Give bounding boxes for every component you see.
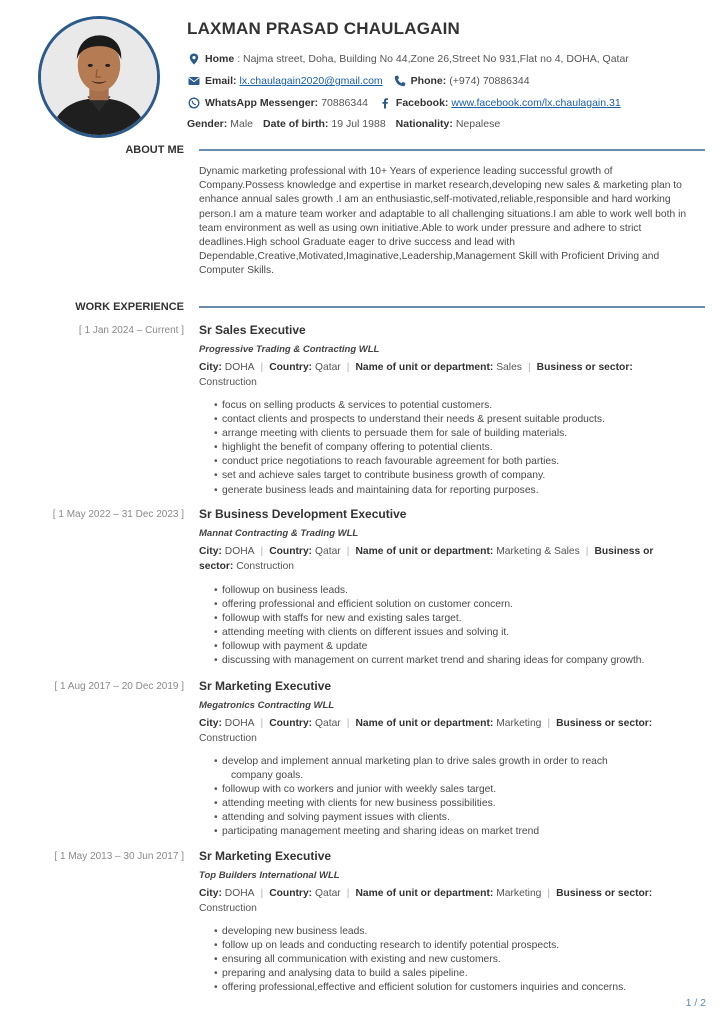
nationality-label: Nationality: (395, 118, 453, 130)
list-item: • ensuring all communication with existing and new customers. (214, 953, 709, 967)
whatsapp-icon (187, 96, 201, 110)
social-line (187, 96, 621, 110)
gender-label: Gender: (187, 118, 228, 130)
phone-value: (+974) 70886344 (449, 75, 530, 87)
facebook-link[interactable]: www.facebook.com/lx.chaulagain.31 (451, 97, 621, 109)
location-pin-icon (187, 52, 201, 66)
list-item: • conduct price negotiations to reach favourable agreement for both parties. (214, 455, 709, 469)
whatsapp-value: 70886344 (321, 97, 368, 109)
list-item: • highlight the benefit of company offering to potential clients. (214, 441, 709, 455)
candidate-name: LAXMAN PRASAD CHAULAGAIN (187, 19, 461, 38)
list-item: • discussing with management on current market trend and sharing ideas for company growth. (214, 654, 709, 668)
about-text: Dynamic marketing professional with 10+ Years of experience leading successful growth of Company.Possess knowledge and expertise in market research,developing new sales & marketing plan to enhance annual sales growth .I am an enthusiastic,self-motivated,reliable,responsible and hard working person.I am a mature team worker and adaptable to all challenging situations.I am able to work well both in team environment as well as using own initiative.Able to work under pressure and adhere to strict deadlines.High school Graduate eager to drive success and lead with Dependable,Creative,Motivated,Imaginative,Leadership,Management Skill with Proficient Driving and Computer Skills. (199, 166, 687, 277)
list-item: • developing new business leads. (214, 925, 709, 939)
phone-icon (393, 74, 407, 88)
list-item: • arrange meeting with clients to persuade them for sale of building materials. (214, 427, 709, 441)
about-heading: ABOUT ME (125, 144, 184, 156)
list-item: • contact clients and prospects to understand their needs & present suitable products. (214, 413, 709, 427)
dob-label: Date of birth: (263, 118, 329, 130)
list-item: • attending meeting with clients for new business possibilities. (214, 797, 709, 811)
job-company: Top Builders International WLL (199, 870, 340, 881)
job-meta: City: DOHA | Country: Qatar | Name of unit or department: Marketing & Sales | Business or sector: Construction (199, 546, 654, 572)
list-item: • participating management meeting and sharing ideas on market trend (214, 825, 709, 839)
avatar-illustration (41, 19, 157, 135)
job-meta: City: DOHA | Country: Qatar | Name of unit or department: Marketing | Business or sector: Construction (199, 888, 653, 914)
list-item: • develop and implement annual marketing plan to drive sales growth in order to reach company goals. (214, 755, 709, 783)
job-duties (214, 755, 709, 840)
facebook-label: Facebook: (395, 97, 449, 109)
job-duties (214, 925, 709, 995)
job-title: Sr Marketing Executive (199, 849, 332, 863)
list-item: • offering professional,effective and efficient solution for customers inquiries and concerns. (214, 981, 709, 995)
email-label: Email: (205, 75, 237, 87)
list-item: • follow up on leads and conducting research to identify potential prospects. (214, 939, 709, 953)
facebook-icon (378, 96, 392, 110)
job-title: Sr Marketing Executive (199, 679, 332, 693)
home-value: : Najma street, Doha, Building No 44,Zone 26,Street No 931,Flat no 4, DOHA, Qatar (237, 53, 629, 65)
envelope-icon (187, 74, 201, 88)
list-item: • attending and solving payment issues with clients. (214, 811, 709, 825)
work-heading: WORK EXPERIENCE (75, 301, 184, 313)
job-duties (214, 399, 709, 498)
list-item: • followup with co workers and junior with weekly sales target. (214, 783, 709, 797)
job-date: [ 1 May 2022 – 31 Dec 2023 ] (52, 509, 184, 520)
gender-value: Male (230, 118, 254, 130)
home-address-line (187, 52, 629, 66)
profile-photo (38, 16, 160, 138)
page-number: 1 / 2 (685, 997, 706, 1009)
job-date: [ 1 Aug 2017 – 20 Dec 2019 ] (54, 681, 184, 692)
job-company: Progressive Trading & Contracting WLL (199, 344, 380, 355)
phone-label: Phone: (410, 75, 447, 87)
list-item: • offering professional and efficient solution on customer concern. (214, 598, 709, 612)
job-title: Sr Sales Executive (199, 323, 306, 337)
email-link[interactable]: lx.chaulagain2020@gmail.com (239, 75, 383, 87)
personal-info-line (187, 118, 500, 130)
list-item: • generate business leads and maintaining data for reporting purposes. (214, 484, 709, 498)
about-divider (199, 149, 705, 151)
job-date: [ 1 Jan 2024 – Current ] (78, 325, 184, 336)
job-meta: City: DOHA | Country: Qatar | Name of unit or department: Sales | Business or sector: Construction (199, 362, 633, 388)
list-item: • set and achieve sales target to contribute business growth of company. (214, 469, 709, 483)
job-company: Megatronics Contracting WLL (199, 700, 335, 711)
dob-value: 19 Jul 1988 (331, 118, 386, 130)
whatsapp-label: WhatsApp Messenger: (205, 97, 319, 109)
job-company: Mannat Contracting & Trading WLL (199, 528, 359, 539)
nationality-value: Nepalese (455, 118, 501, 130)
list-item: • followup with payment & update (214, 640, 709, 654)
list-item: • attending meeting with clients on different issues and solving it. (214, 626, 709, 640)
email-phone-line (187, 74, 530, 88)
job-title: Sr Business Development Executive (199, 507, 407, 521)
job-duties (214, 584, 709, 669)
work-divider (199, 306, 705, 308)
job-meta: City: DOHA | Country: Qatar | Name of unit or department: Marketing | Business or sector: Construction (199, 718, 653, 744)
list-item: • followup on business leads. (214, 584, 709, 598)
job-date: [ 1 May 2013 – 30 Jun 2017 ] (54, 851, 184, 862)
list-item: • preparing and analysing data to build a sales pipeline. (214, 967, 709, 981)
home-label: Home (205, 53, 235, 65)
list-item: • followup with staffs for new and existing sales target. (214, 612, 709, 626)
list-item: • focus on selling products & services to potential customers. (214, 399, 709, 413)
